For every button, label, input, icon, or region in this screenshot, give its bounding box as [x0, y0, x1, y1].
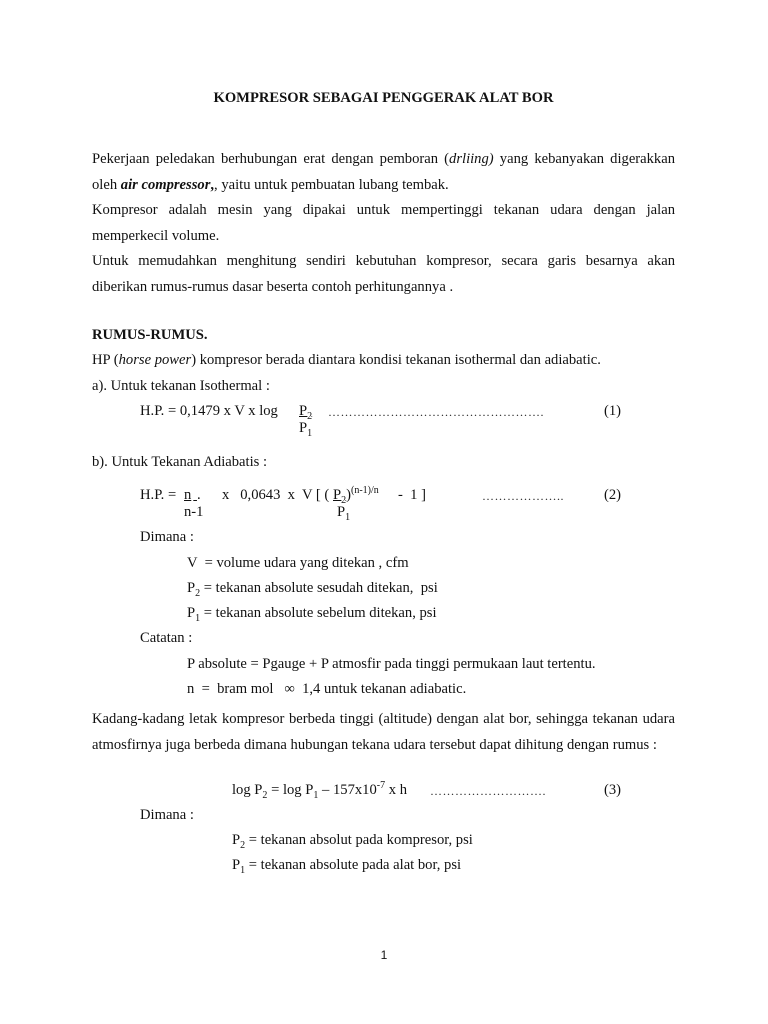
section-heading: RUMUS-RUMUS.: [92, 327, 208, 343]
equation-3-number: (3): [604, 782, 622, 798]
dimana-label-2: Dimana :: [140, 807, 194, 823]
altitude-paragraph: Kadang-kadang letak kompresor berbeda tinggi (altitude) dengan alat bor, sehingga tekanan udara atmosfirnya juga berbeda dimana hubungan tekana udara tersebut dapat dihitung dengan rumus :: [92, 711, 675, 753]
definition-p1: $P_1$ = tekanan absolute sebelum ditekan, psi: [187, 605, 437, 624]
equation-2-number: (2): [604, 487, 622, 503]
equation-1-leader: …………………………………………….: [328, 405, 544, 419]
definition-p1-drill: $P_1$ = tekanan absolute pada alat bor, psi: [232, 857, 462, 876]
equation-2-pressure-ratio: $P_2)^{(n-1)/n}$: [333, 485, 379, 506]
dimana-label: Dimana :: [140, 529, 194, 545]
equation-1-number: (1): [604, 403, 622, 419]
page-number: 1: [380, 948, 388, 962]
equation-2-n-denominator: n-1: [184, 504, 204, 520]
equation-2-tail: - 1 ]: [398, 487, 426, 503]
equation-1-numerator: $P_2$: [299, 403, 313, 422]
intro-paragraph-1: Pekerjaan peledakan berhubungan erat dengan pemboran (drliing) yang kebanyakan digerakkan oleh air compressor,, yaitu untuk pembuatan lubang tembak.: [92, 151, 675, 193]
note-p-absolute: P absolute = Pgauge + P atmosfir pada tinggi permukaan laut tertentu.: [187, 656, 596, 672]
equation-1-lhs: H.P. = 0,1479 x V x log: [140, 403, 278, 419]
equation-2-denominator: $P_1$: [337, 504, 351, 523]
equation-1-denominator: $P_1$: [299, 420, 313, 439]
equation-3: $\log P_2 = \log P_1 - 157x10^{-7}$ x h: [232, 780, 407, 801]
page-title: KOMPRESOR SEBAGAI PENGGERAK ALAT BOR: [213, 90, 554, 106]
adiabatic-label: b). Untuk Tekanan Adiabatis :: [92, 454, 268, 470]
definition-p2-compressor: $P_2$ = tekanan absolut pada kompresor, psi: [232, 832, 473, 851]
hp-description: HP (horse power) kompresor berada diantara kondisi tekanan isothermal dan adiabatic.: [92, 352, 601, 368]
intro-paragraph-2: Kompresor adalah mesin yang dipakai untuk mempertinggi tekanan udara dengan jalan memperkecil volume.: [92, 202, 675, 244]
note-n-value: n = bram mol ∞ 1,4 untuk tekanan adiabatic.: [187, 681, 467, 697]
equation-3-leader: ……………………….: [430, 784, 546, 798]
equation-2-lhs: H.P. =: [140, 487, 177, 503]
definition-v: V = volume udara yang ditekan , cfm: [187, 555, 409, 571]
catatan-label: Catatan :: [140, 630, 193, 646]
equation-2-n-numerator: n .: [184, 487, 201, 503]
isothermal-label: a). Untuk tekanan Isothermal :: [92, 378, 270, 394]
definition-p2: $P_2$ = tekanan absolute sesudah ditekan, psi: [187, 580, 438, 599]
equation-2-leader: ………………..: [482, 489, 564, 503]
intro-p1-end: , yaitu untuk pembuatan lubang tembak.: [214, 177, 449, 193]
equation-2-middle: x 0,0643 x V [ (: [222, 487, 330, 503]
intro-paragraph-3: Untuk memudahkan menghitung sendiri kebutuhan kompresor, secara garis besarnya akan diberikan rumus-rumus dasar beserta contoh perhitungannya .: [92, 253, 675, 295]
